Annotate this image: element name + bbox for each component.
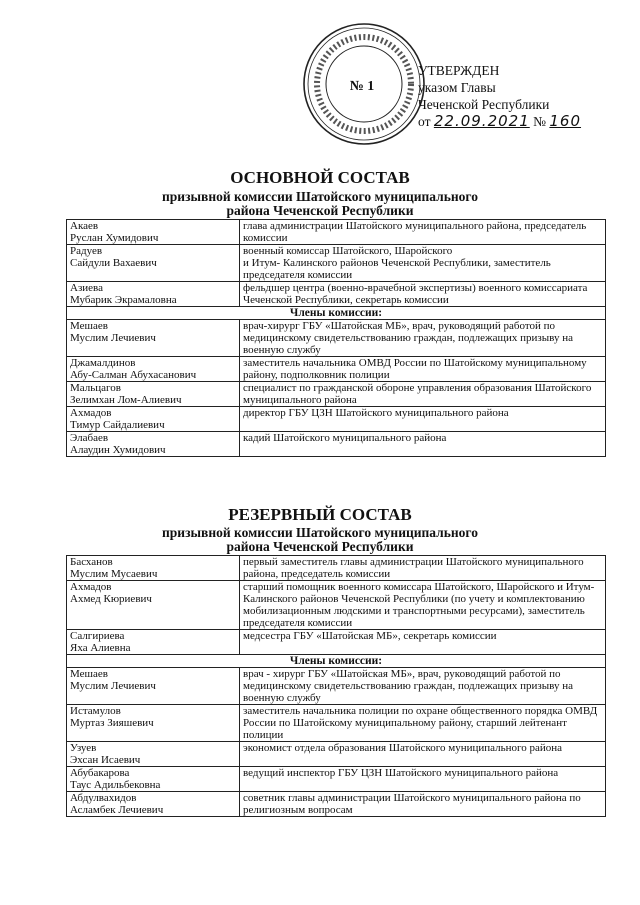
member-role: глава администрации Шатойского муниципального района, председатель комиссии: [240, 220, 606, 245]
member-name: Мальцагов Зелимхан Лом-Алиевич: [67, 382, 240, 407]
reserve-subtitle-2: района Чеченской Республики: [226, 539, 414, 554]
member-name: Джамалдинов Абу-Салман Абухасанович: [67, 357, 240, 382]
approval-title: УТВЕРЖДЕН: [418, 63, 500, 78]
official-seal-image: [302, 22, 426, 146]
members-heading: Члены комиссии:: [67, 655, 606, 668]
member-role: медсестра ГБУ «Шатойская МБ», секретарь комиссии: [240, 630, 606, 655]
seal-number: № 1: [349, 79, 375, 94]
member-role: врач-хирург ГБУ «Шатойская МБ», врач, руководящий работой по медицинскому свидетельствованию граждан, подлежащих призыву на военную службу: [240, 320, 606, 357]
section-row: [67, 655, 606, 668]
member-name: Салгириева Яха Алиевна: [67, 630, 240, 655]
table-row: [67, 705, 606, 742]
member-name: Истамулов Муртаз Зияшевич: [67, 705, 240, 742]
main-subtitle-1: призывной комиссии Шатойского муниципального: [162, 189, 478, 204]
table-row: [67, 407, 606, 432]
member-name: Мешаев Муслим Лечиевич: [67, 320, 240, 357]
table-row: [67, 630, 606, 655]
table-row: [67, 742, 606, 767]
member-name: Басханов Муслим Мусаевич: [67, 556, 240, 581]
table-row: [67, 220, 606, 245]
approval-block: [418, 62, 581, 130]
table-row: [67, 767, 606, 792]
table-row: [67, 357, 606, 382]
table-row: [67, 382, 606, 407]
table-row: [67, 668, 606, 705]
member-role: специалист по гражданской обороне управления образования Шатойского муниципального района: [240, 382, 606, 407]
main-subtitle-2: района Чеченской Республики: [226, 203, 414, 218]
member-role: военный комиссар Шатойского, Шаройского и Итум- Калинского районов Чеченской Республики, заместитель председателя комиссии: [240, 245, 606, 282]
member-role: советник главы администрации Шатойского муниципального района по религиозным вопросам: [240, 792, 606, 817]
section-row: [67, 307, 606, 320]
member-name: Ахмадов Тимур Сайдалиевич: [67, 407, 240, 432]
handwritten-number: 160: [549, 112, 582, 130]
handwritten-date: 22.09.2021: [433, 112, 530, 130]
table-row: [67, 792, 606, 817]
approval-republic: Чеченской Республики: [418, 97, 550, 112]
member-role: ведущий инспектор ГБУ ЦЗН Шатойского муниципального района: [240, 767, 606, 792]
table-row: [67, 282, 606, 307]
member-role: заместитель начальника полиции по охране общественного порядка ОМВД России по Шатойскому муниципальному району, старший лейтенант полиции: [240, 705, 606, 742]
member-name: Абубакарова Таус Адильбековна: [67, 767, 240, 792]
table-row: [67, 320, 606, 357]
date-prefix: от: [418, 114, 431, 129]
member-name: Акаев Руслан Хумидович: [67, 220, 240, 245]
table-row: [67, 245, 606, 282]
approval-decree: указом Главы: [418, 80, 496, 95]
reserve-composition-table: [66, 555, 606, 817]
member-role: кадий Шатойского муниципального района: [240, 432, 606, 457]
member-name: Ахмадов Ахмед Кюриевич: [67, 581, 240, 630]
member-role: экономист отдела образования Шатойского муниципального района: [240, 742, 606, 767]
member-role: старший помощник военного комиссара Шатойского, Шаройского и Итум-Калинского районов Чеченской Республики (по учету и комплектованию мобилизационным людскими и транспортными ресурсами), заместитель председателя комиссии: [240, 581, 606, 630]
main-title: ОСНОВНОЙ СОСТАВ: [230, 168, 410, 187]
member-role: фельдшер центра (военно-врачебной экспертизы) военного комиссариата Чеченской Республики, секретарь комиссии: [240, 282, 606, 307]
member-name: Мешаев Муслим Лечиевич: [67, 668, 240, 705]
number-prefix: №: [533, 114, 547, 129]
member-name: Азиева Мубарик Экрамаловна: [67, 282, 240, 307]
member-role: первый заместитель главы администрации Шатойского муниципального района, председатель комиссии: [240, 556, 606, 581]
member-role: заместитель начальника ОМВД России по Шатойскому муниципальному району, подполковник полиции: [240, 357, 606, 382]
table-row: [67, 556, 606, 581]
member-role: директор ГБУ ЦЗН Шатойского муниципального района: [240, 407, 606, 432]
approval-date-line: [418, 113, 581, 130]
table-row: [67, 581, 606, 630]
reserve-title: РЕЗЕРВНЫЙ СОСТАВ: [228, 505, 412, 524]
member-role: врач - хирург ГБУ «Шатойская МБ», врач, руководящий работой по медицинскому свидетельствованию граждан, подлежащих призыву на военную службу: [240, 668, 606, 705]
reserve-subtitle-1: призывной комиссии Шатойского муниципального: [162, 525, 478, 540]
member-name: Узуев Эхсан Исаевич: [67, 742, 240, 767]
main-composition-table: [66, 219, 606, 457]
member-name: Элабаев Алаудин Хумидович: [67, 432, 240, 457]
member-name: Радуев Сайдули Вахаевич: [67, 245, 240, 282]
table-row: [67, 432, 606, 457]
member-name: Абдулвахидов Асламбек Лечиевич: [67, 792, 240, 817]
members-heading: Члены комиссии:: [67, 307, 606, 320]
